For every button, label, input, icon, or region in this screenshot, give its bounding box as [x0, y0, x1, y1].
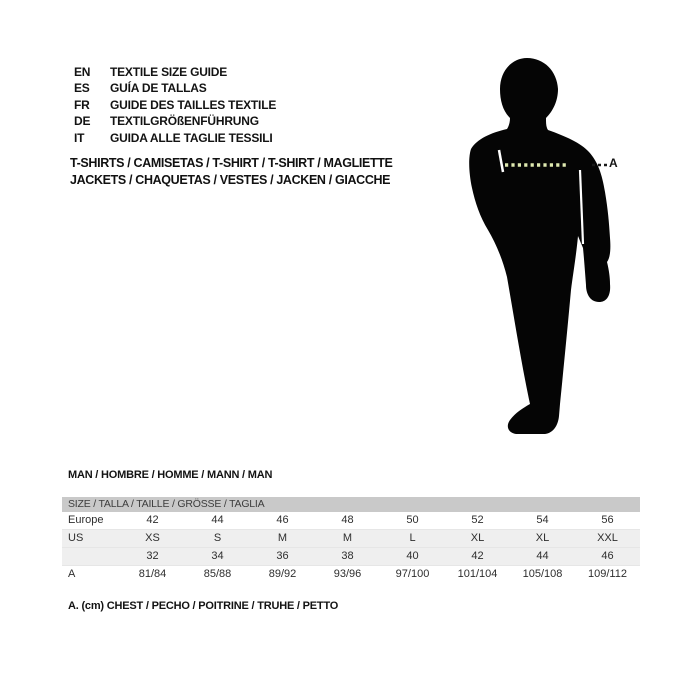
language-guide-list — [74, 64, 276, 146]
size-value-cell: 42 — [146, 514, 159, 526]
size-value-cell: 81/84 — [138, 568, 167, 580]
size-value-cell: S — [213, 532, 222, 544]
size-value-cell: 46 — [601, 550, 614, 562]
size-value-cell: XXL — [597, 532, 618, 544]
garment-type-line: JACKETS / CHAQUETAS / VESTES / JACKEN / GIACCHE — [70, 173, 391, 188]
language-code: DE — [74, 114, 91, 129]
size-value-cell: 36 — [276, 550, 289, 562]
size-table-row — [62, 529, 640, 547]
size-table-header: SIZE / TALLA / TAILLE / GRÖSSE / TAGLIA — [62, 497, 640, 512]
language-label: TEXTILGRÖßENFÜHRUNG — [110, 114, 259, 129]
size-value-cell: 105/108 — [522, 568, 563, 580]
language-row — [74, 80, 276, 96]
man-silhouette-icon — [430, 52, 630, 442]
size-table-row — [62, 512, 640, 529]
size-value-cell: XL — [535, 532, 550, 544]
size-value-cell: 109/112 — [588, 568, 627, 580]
size-value-cell: 40 — [406, 550, 419, 562]
section-title-man: MAN / HOMBRE / HOMME / MANN / MAN — [68, 469, 273, 481]
man-silhouette-path — [469, 58, 610, 434]
language-row — [74, 64, 276, 80]
language-code: FR — [74, 97, 90, 112]
size-value-cell: 101/104 — [457, 568, 498, 580]
size-value-cell: 54 — [536, 514, 549, 526]
size-value-cell: XL — [470, 532, 485, 544]
measurement-footnote: A. (cm) CHEST / PECHO / POITRINE / TRUHE / PETTO — [68, 600, 339, 612]
size-value-cell: 46 — [276, 514, 289, 526]
size-table-rows — [62, 512, 640, 583]
size-value-cell: 93/96 — [333, 568, 362, 580]
size-row-label — [62, 548, 120, 565]
size-table-row — [62, 565, 640, 583]
pocket-crease — [497, 254, 499, 270]
language-row — [74, 113, 276, 129]
size-table — [62, 497, 640, 583]
size-value-cell: 97/100 — [395, 568, 430, 580]
size-value-cell: M — [277, 532, 288, 544]
size-value-cell: 50 — [406, 514, 419, 526]
language-label: TEXTILE SIZE GUIDE — [110, 65, 228, 79]
size-value-cell: 56 — [601, 514, 614, 526]
language-label: GUÍA DE TALLAS — [110, 81, 207, 96]
language-label: GUIDA ALLE TAGLIE TESSILI — [110, 130, 273, 145]
size-value-cell: 52 — [471, 514, 484, 526]
size-value-cell: 32 — [146, 550, 159, 562]
language-row — [74, 130, 276, 146]
language-code: ES — [74, 81, 90, 96]
size-table-row — [62, 547, 640, 565]
size-value-cell: 44 — [536, 550, 549, 562]
language-label: GUIDE DES TAILLES TEXTILE — [110, 97, 277, 112]
man-silhouette-figure — [430, 52, 630, 442]
garment-type-line: T-SHIRTS / CAMISETAS / T-SHIRT / T-SHIRT / MAGLIETTE — [70, 156, 393, 170]
size-row-label: Europe — [68, 514, 104, 526]
size-value-cell: 34 — [211, 550, 224, 562]
size-value-cell: 89/92 — [268, 568, 297, 580]
garment-type-lines — [70, 155, 393, 189]
language-code: IT — [74, 130, 85, 145]
size-value-cell: 85/88 — [203, 568, 232, 580]
size-row-label: US — [68, 532, 84, 544]
size-value-cell: 42 — [471, 550, 484, 562]
language-code: EN — [74, 65, 91, 79]
size-value-cell: 38 — [341, 550, 354, 562]
size-value-cell: 48 — [341, 514, 354, 526]
size-row-label: A — [68, 568, 76, 580]
size-value-cell: M — [342, 532, 353, 544]
chest-measure-label-a: A — [609, 156, 618, 170]
size-value-cell: XS — [145, 532, 160, 544]
language-row — [74, 97, 276, 113]
size-value-cell: L — [409, 532, 416, 544]
size-value-cell: 44 — [211, 514, 224, 526]
